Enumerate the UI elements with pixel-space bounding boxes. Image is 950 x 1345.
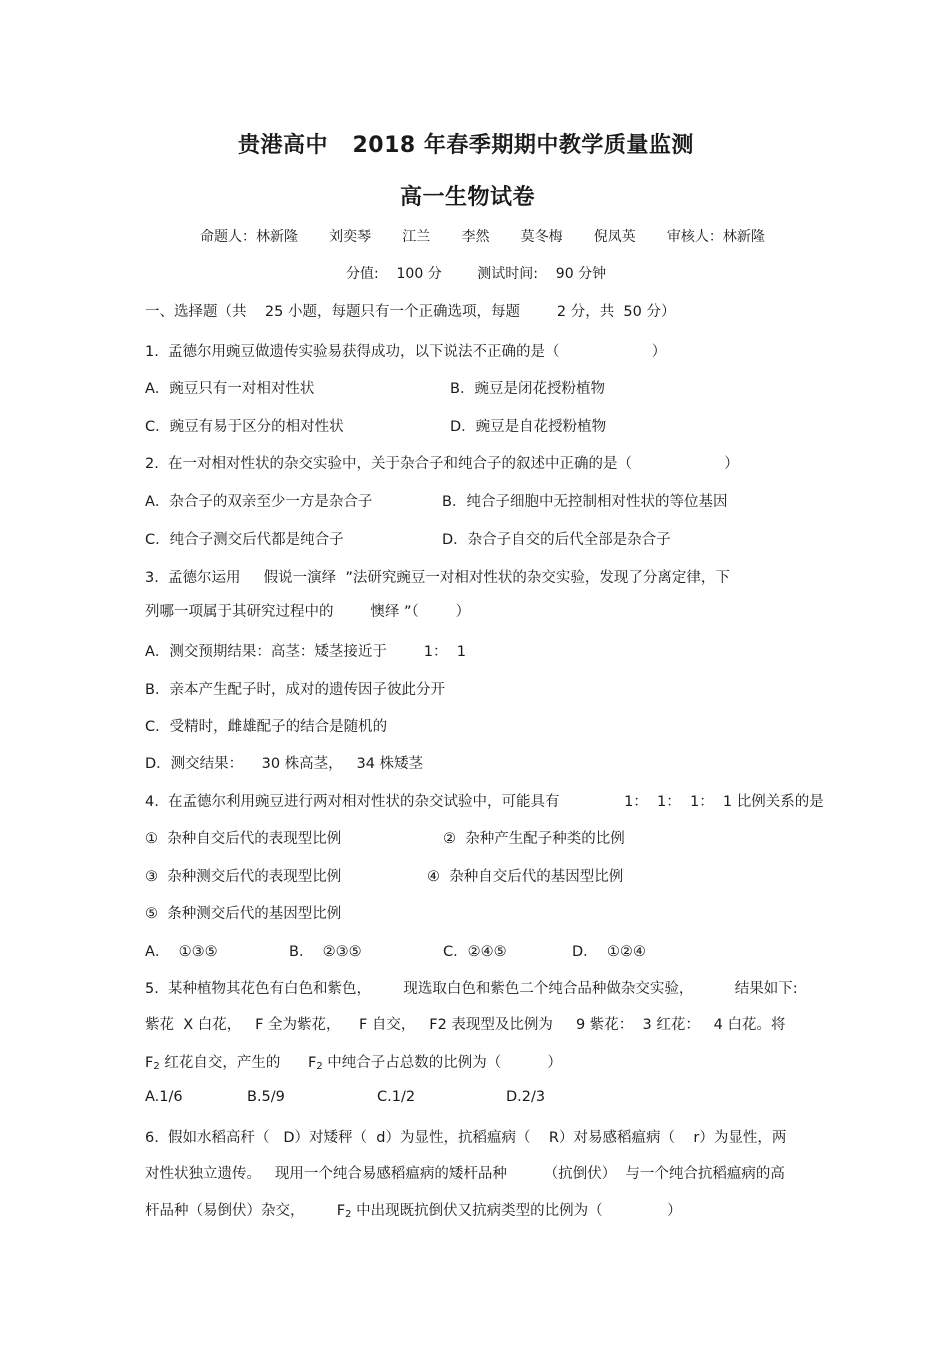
q4-item-5: ⑤ 条种测交后代的基因型比例 [145, 906, 342, 922]
q5-stem-line3: $F_2$ 红花自交，产生的 $F_2$ 中纯合子占总数的比例为（ ） [145, 1055, 562, 1072]
exam-subtitle: 高一生物试卷 [400, 185, 536, 210]
q4-option-c: C．②④⑤ [443, 944, 507, 960]
q1-option-d: D．豌豆是自花授粉植物 [450, 419, 607, 435]
q1-option-b: B．豌豆是闭花授粉植物 [450, 381, 605, 397]
q4-option-d: D． ①②④ [572, 944, 646, 960]
q1-stem: 1. 孟德尔用豌豆做遗传实验易获得成功，以下说法不正确的是（ ） [145, 344, 667, 360]
q4-stem: 4. 在孟德尔利用豌豆进行两对相对性状的杂交试验中，可能具有 1： 1： 1： 1 比例关系的是 [145, 794, 824, 810]
q3-stem-line1: 3. 孟德尔运用 假说一演绎 ”法研究豌豆一对相对性状的杂交实验，发现了分离定律，下 [145, 570, 730, 586]
q3-option-a: A．测交预期结果：高茎：矮茎接近于 1： 1 [145, 644, 466, 660]
q5-option-b: B.5/9 [247, 1089, 285, 1105]
q3-option-c: C．受精时，雌雄配子的结合是随机的 [145, 719, 388, 735]
q2-stem: 2. 在一对相对性状的杂交实验中，关于杂合子和纯合子的叙述中正确的是（ ） [145, 456, 739, 472]
q5-option-c: C.1/2 [377, 1089, 416, 1105]
q4-item-1: ① 杂种自交后代的表现型比例 [145, 831, 342, 847]
q4-item-4: ④ 杂种自交后代的基因型比例 [427, 869, 624, 885]
q3-option-b: B．亲本产生配子时，成对的遗传因子彼此分开 [145, 682, 445, 698]
q5-stem-line2: 紫花 X 白花， F 全为紫花， F 自交， F2 表现型及比例为 9 紫花： 3 红花： 4 白花。将 [145, 1017, 786, 1033]
q2-option-a: A．杂合子的双亲至少一方是杂合子 [145, 494, 373, 510]
q5-option-a: A.1/6 [145, 1089, 183, 1105]
q2-option-b: B．纯合子细胞中无控制相对性状的等位基因 [442, 494, 728, 510]
q5-stem-line1: 5. 某种植物其花色有白色和紫色， 现选取白色和紫色二个纯合品种做杂交实验， 结果如下: [145, 981, 798, 997]
q2-option-d: D．杂合子自交的后代全部是杂合子 [442, 532, 671, 548]
q5-option-d: D.2/3 [506, 1089, 546, 1105]
section-heading: 一、选择题（共 25 小题，每题只有一个正确选项，每题 2 分，共 50 分） [145, 304, 676, 320]
q4-item-2: ② 杂种产生配子种类的比例 [443, 831, 625, 847]
exam-title: 贵港高中 2018 年春季期期中教学质量监测 [238, 133, 694, 158]
authors-line: 命题人：林新隆 刘奕琴 江兰 李然 莫冬梅 倪凤英 审核人：林新隆 [200, 229, 765, 245]
q6-stem-line1: 6. 假如水稻高秆（ D）对矮秤（ d）为显性，抗稻瘟病（ R）对易感稻瘟病（ r）为显性，两 [145, 1130, 787, 1146]
q3-stem-line2: 列哪一项属于其研究过程中的 懊绎 ”（ ） [145, 604, 471, 620]
q4-option-a: A． ①③⑤ [145, 944, 218, 960]
q1-option-c: C．豌豆有易于区分的相对性状 [145, 419, 344, 435]
q4-option-b: B． ②③⑤ [289, 944, 362, 960]
q6-stem-line3: 杆品种（易倒伏）杂交， $F_2$ 中出现既抗倒伏又抗病类型的比例为（ ） [145, 1203, 682, 1220]
q6-stem-line2: 对性状独立遗传。 现用一个纯合易感稻瘟病的矮杆品种 （抗倒伏） 与一个纯合抗稻瘟病的高 [145, 1166, 785, 1182]
q2-option-c: C．纯合子测交后代都是纯合子 [145, 532, 344, 548]
q4-item-3: ③ 杂种测交后代的表现型比例 [145, 869, 342, 885]
score-time-line: 分值: 100 分 测试时间: 90 分钟 [346, 266, 607, 282]
q3-option-d: D．测交结果： 30 株高茎， 34 株矮茎 [145, 756, 424, 772]
q1-option-a: A．豌豆只有一对相对性状 [145, 381, 315, 397]
